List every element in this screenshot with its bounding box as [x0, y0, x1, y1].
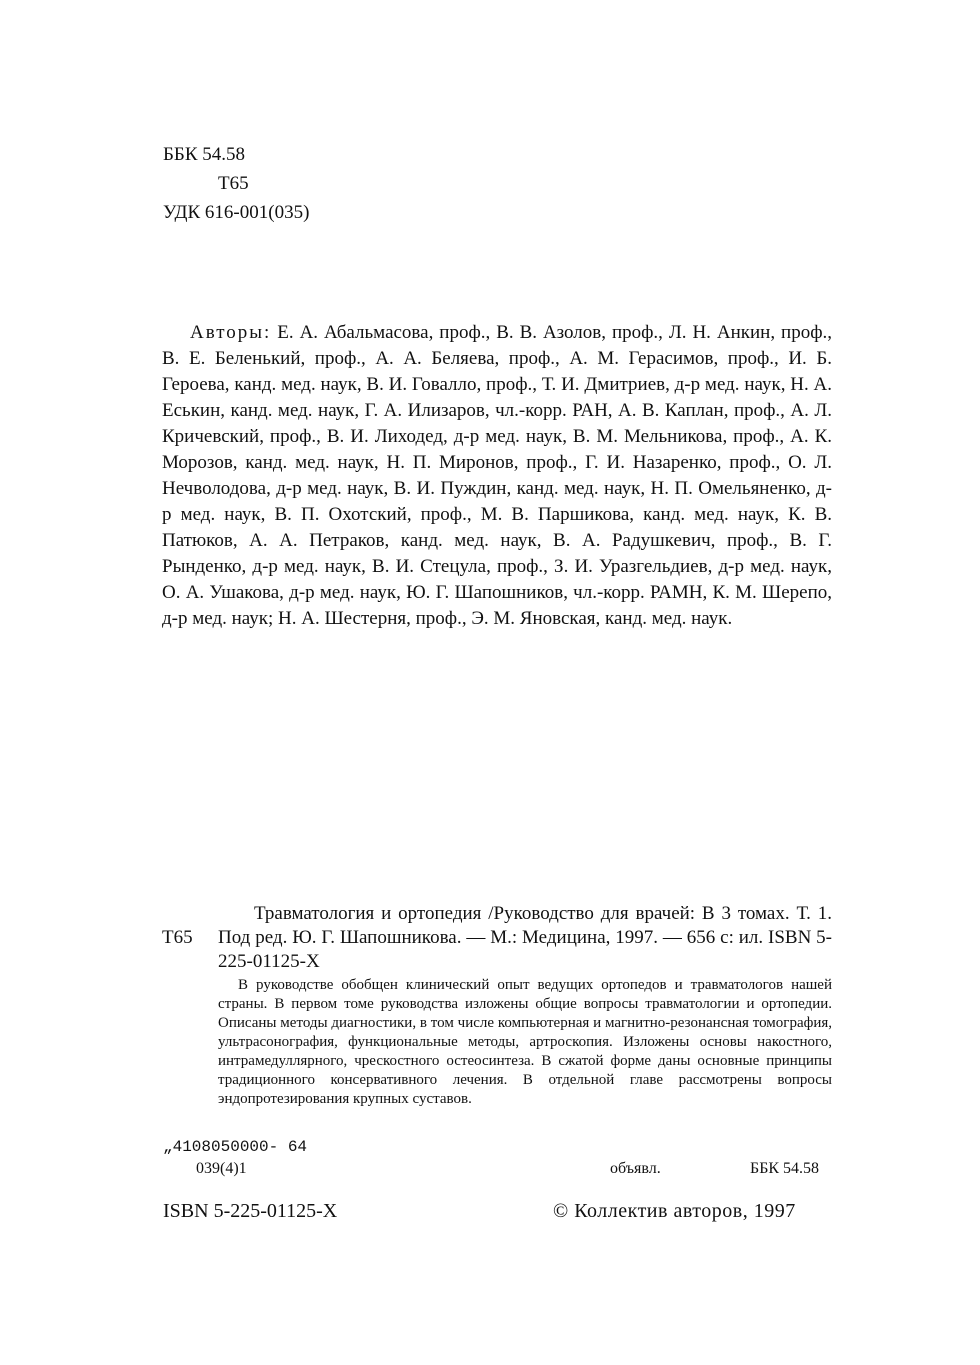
authors-paragraph — [162, 320, 832, 632]
announcement-label: объявл. — [610, 1160, 661, 1177]
bbk-code: ББК 54.58 — [163, 144, 245, 165]
author-mark: Т65 — [218, 173, 249, 194]
udk-code: УДК 616-001(035) — [163, 202, 310, 223]
authors-label: Авторы: — [190, 322, 272, 343]
footer-bbk-code: ББК 54.58 — [750, 1160, 820, 1177]
citation-text: Травматология и ортопедия /Руководство для врачей: В 3 томах. Т. 1. Под ред. Ю. Г. Шапошникова. — М.: Медицина, 1997. — 656 с: ил. ISBN 5-225-01125-Х — [218, 903, 832, 972]
order-code: 039(4)1 — [196, 1160, 247, 1177]
classification-block — [163, 140, 309, 227]
index-code: „4108050000- 64 — [163, 1138, 308, 1156]
copyright-notice: © Коллектив авторов, 1997 — [553, 1200, 796, 1222]
annotation-paragraph: В руководстве обобщен клинический опыт ведущих ортопедов и травматологов нашей страны. В первом томе руководства изложены общие вопросы травматологии и ортопедии. Описаны методы диагностики, в том числе компьютерная и магнитно-резонансная томография, ультрасонография, функциональные методы, артроскопия. Изложены основы накостного, интрамедуллярного, чрескостного остеосинтеза. В сжатой форме даны основные принципы традиционного консервативного лечения. В отдельной главе рассмотрены вопросы эндопротезирования крупных суставов. — [218, 977, 832, 1107]
citation-author-mark: Т65 — [162, 927, 193, 948]
bibliographic-citation — [162, 902, 832, 974]
isbn-number: ISBN 5-225-01125-Х — [163, 1200, 338, 1222]
authors-list: Е. А. Абальмасова, проф., В. В. Азолов, проф., Л. Н. Анкин, проф., В. Е. Беленький, проф., А. А. Беляева, проф., А. М. Герасимов, проф., И. Б. Героева, канд. мед. наук, В. И. Говалло, проф., Т. И. Дмитриев, д-р мед. наук, Н. А. Еськин, канд. мед. наук, Г. А. Илизаров, чл.-корр. РАН, А. В. Каплан, проф., А. Л. Кричевский, проф., В. И. Лиходед, д-р мед. наук, В. М. Мельникова, проф., А. К. Морозов, канд. мед. наук, Н. П. Миронов, проф., Г. И. Назаренко, проф., О. Л. Нечволодова, д-р мед. наук, В. И. Пуждин, канд. мед. наук, Н. П. Омельяненко, д-р мед. наук, В. П. Охотский, проф., М. В. Паршикова, канд. мед. наук, К. В. Патюков, А. А. Петраков, канд. мед. наук, В. А. Радушкевич, проф., В. Г. Рынденко, д-р мед. наук, В. И. Стецула, проф., З. И. Уразгельдиев, д-р мед. наук, О. А. Ушакова, д-р мед. наук, Ю. Г. Шапошников, чл.-корр. РАМН, К. М. Шерепо, д-р мед. наук; Н. А. Шестерня, проф., Э. М. Яновская, канд. мед. наук. — [162, 322, 833, 629]
